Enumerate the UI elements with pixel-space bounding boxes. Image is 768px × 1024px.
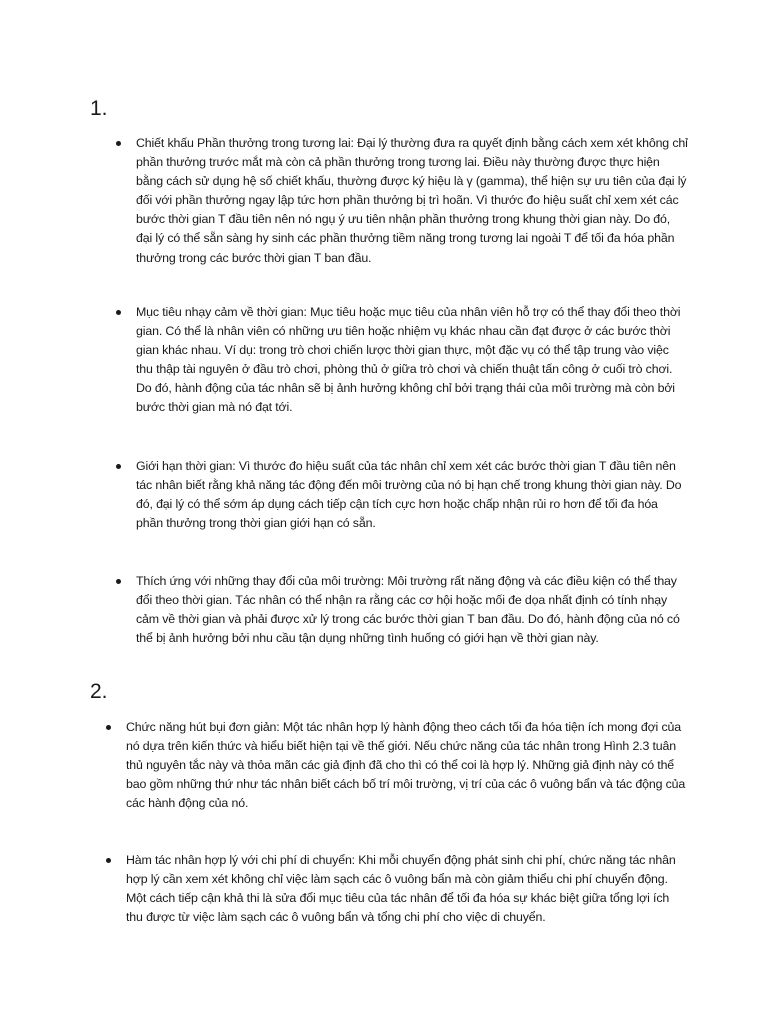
list-item xyxy=(126,718,686,813)
bullet-icon xyxy=(116,310,121,315)
list-item xyxy=(136,303,688,418)
list-item-text: Chiết khấu Phần thưởng trong tương lai: Đại lý thường đưa ra quyết định bằng cách xem xét không chỉ phần thưởng trước mắt mà còn cả phần thưởng trong tương lai. Điều này thường được thực hiện bằng cách sử dụng hệ số chiết khấu, thường được ký hiệu là γ (gamma), thể hiện sự ưu tiên của đại lý đối với phần thưởng ngay lập tức hơn phần thưởng bị trì hoãn. Vì thước đo hiệu suất chỉ xem xét các bước thời gian T đầu tiên nên nó ngụ ý ưu tiên nhận phần thưởng trong khung thời gian này. Do đó, đại lý có thể sẵn sàng hy sinh các phần thưởng tiềm năng trong tương lai ngoài T để tối đa hóa phần thưởng trong các bước thời gian T ban đầu. xyxy=(136,136,688,265)
list-item xyxy=(136,134,688,268)
list-item-text: Giới hạn thời gian: Vì thước đo hiệu suất của tác nhân chỉ xem xét các bước thời gian T đầu tiên nên tác nhân biết rằng khả năng tác động đến môi trường của nó bị hạn chế trong khung thời gian này. Do đó, đại lý có thể sớm áp dụng cách tiếp cận tích cực hơn hoặc chấp nhận rủi ro hơn để tối đa hóa phần thưởng trong thời gian giới hạn có sẵn. xyxy=(136,459,682,531)
list-item xyxy=(136,457,688,533)
bullet-icon xyxy=(106,858,111,863)
bullet-icon xyxy=(116,464,121,469)
list-item-text: Chức năng hút bụi đơn giản: Một tác nhân hợp lý hành động theo cách tối đa hóa tiện ích mong đợi của nó dựa trên kiến thức và hiểu biết hiện tại về thế giới. Nếu chức năng của tác nhân trong Hình 2.3 tuân thủ nguyên tắc này và thỏa mãn các giả định đã cho thì có thể coi là hợp lý. Những giả định này có thể bao gồm những thứ như tác nhân biết cách bố trí môi trường, vị trí của các ô vuông bẩn và tác động của các hành động của nó. xyxy=(126,720,686,811)
bullet-icon xyxy=(116,579,121,584)
list-item xyxy=(126,851,686,927)
list-item xyxy=(136,572,688,648)
bullet-icon xyxy=(106,725,111,730)
bullet-icon xyxy=(116,141,121,146)
section-2-number: 2. xyxy=(90,680,108,703)
list-item-text: Hàm tác nhân hợp lý với chi phí di chuyển: Khi mỗi chuyển động phát sinh chi phí, chức năng tác nhân hợp lý cần xem xét không chỉ việc làm sạch các ô vuông bẩn mà còn giảm thiểu chi phí chuyển động. Một cách tiếp cận khả thi là sửa đổi mục tiêu của tác nhân để tối đa hóa sự khác biệt giữa tổng lợi ích thu được từ việc làm sạch các ô vuông bẩn và tổng chi phí cho việc di chuyển. xyxy=(126,853,676,925)
list-item-text: Thích ứng với những thay đổi của môi trường: Môi trường rất năng động và các điều kiện có thể thay đổi theo thời gian. Tác nhân có thể nhận ra rằng các cơ hội hoặc mối đe dọa nhất định có tính nhạy cảm về thời gian và phải được xử lý trong các bước thời gian T ban đầu. Do đó, hành động của nó có thể bị ảnh hưởng bởi nhu cầu tận dụng những tình huống có giới hạn về thời gian này. xyxy=(136,574,680,646)
list-item-text: Mục tiêu nhạy cảm về thời gian: Mục tiêu hoặc mục tiêu của nhân viên hỗ trợ có thể thay đổi theo thời gian. Có thể là nhân viên có những ưu tiên hoặc nhiệm vụ khác nhau cần đạt được ở các bước thời gian khác nhau. Ví dụ: trong trò chơi chiến lược thời gian thực, một đặc vụ có thể tập trung vào việc thu thập tài nguyên ở đầu trò chơi, phòng thủ ở giữa trò chơi và chiến thuật tấn công ở cuối trò chơi. Do đó, hành động của tác nhân sẽ bị ảnh hưởng không chỉ bởi trạng thái của môi trường mà còn bởi bước thời gian mà nó đạt tới. xyxy=(136,305,681,415)
section-1-number: 1. xyxy=(90,97,108,120)
